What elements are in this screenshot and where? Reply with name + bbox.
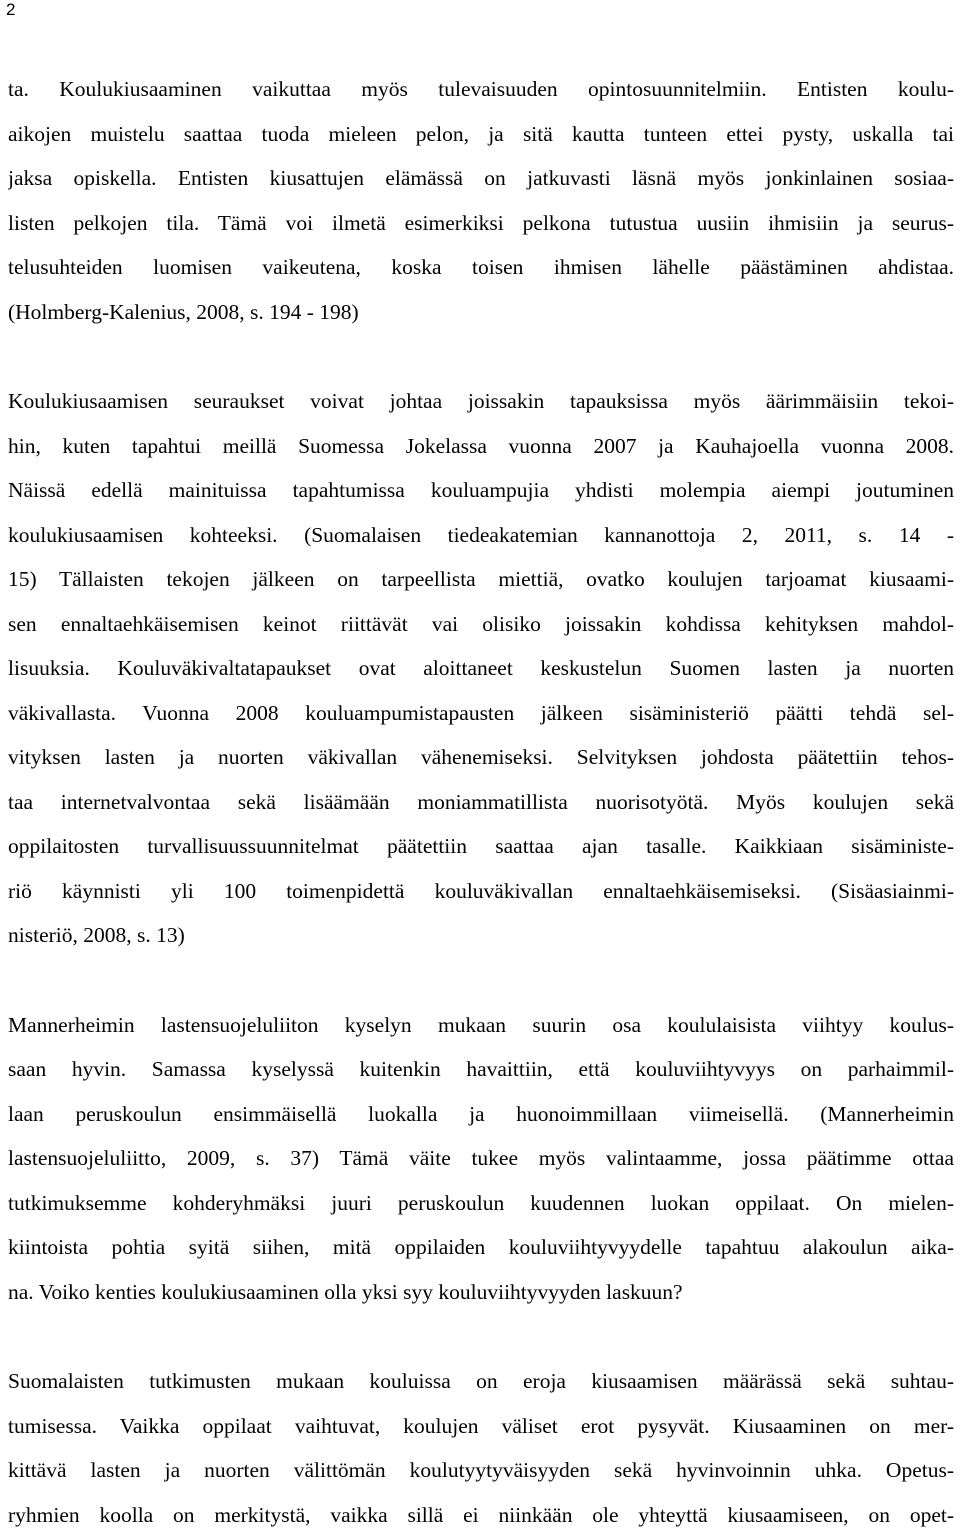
text-line: sen ennaltaehkäisemisen keinot riittävät vai olisiko joissakin kohdissa kehityksen mahdol- [8,611,954,636]
text-line: saan hyvin. Samassa kyselyssä kuitenkin havaittiin, että kouluviihtyvyys on parhaimmil- [8,1057,954,1081]
text-line: hin, kuten tapahtui meillä Suomessa Jokelassa vuonna 2007 ja Kauhajoella vuonna 2008. [8,433,954,458]
text-line: na. Voiko kenties koulukiusaaminen olla yksi syy kouluviihtyvyyden laskuun? [8,1279,683,1304]
paragraph-4 [8,1359,954,1537]
text-line: tutkimuksemme kohderyhmäksi juuri peruskoulun kuudennen luokan oppilaat. On mielen- [8,1190,954,1215]
paragraph-1 [8,67,954,334]
text-line: (Holmberg-Kalenius, 2008, s. 194 - 198) [8,299,359,324]
text-line: tumisessa. Vaikka oppilaat vaihtuvat, koulujen väliset erot pysyvät. Kiusaaminen on mer- [8,1413,954,1438]
paragraph-2 [8,379,954,958]
text-line: riö käynnisti yli 100 toimenpidettä kouluväkivallan ennaltaehkäisemiseksi. (Sisäasiainmi- [8,878,954,903]
text-line: oppilaitosten turvallisuussuunnitelmat päätettiin saattaa ajan tasalle. Kaikkiaan sisäministe- [8,834,954,858]
paragraph-3 [8,1003,954,1315]
text-line: Koulukiusaamisen seuraukset voivat johtaa joissakin tapauksissa myös äärimmäisiin tekoi- [8,389,954,413]
text-line: laan peruskoulun ensimmäisellä luokalla ja huonoimmillaan viimeisellä. (Mannerheimin [8,1101,954,1126]
text-line: 15) Tällaisten tekojen jälkeen on tarpeellista miettiä, ovatko koulujen tarjoamat kiusaami- [8,567,954,591]
text-line: aikojen muistelu saattaa tuoda mieleen pelon, ja sitä kautta tunteen ettei pysty, uskalla tai [8,121,954,146]
text-line: koulukiusaamisen kohteeksi. (Suomalaisen tiedeakatemian kannanottoja 2, 2011, s. 14 - [8,522,954,547]
text-line: kittävä lasten ja nuorten välittömän koulutyytyväisyyden sekä hyvinvoinnin uhka. Opetus- [8,1458,954,1482]
paragraph-gap [8,334,954,379]
text-line: nisteriö, 2008, s. 13) [8,923,185,947]
page-number: 2 [6,0,16,19]
text-line: taa internetvalvontaa sekä lisäämään moniammatillista nuorisotyötä. Myös koulujen sekä [8,789,954,814]
paragraph-gap [8,958,954,1003]
document-body [8,67,954,1537]
text-line: väkivallasta. Vuonna 2008 kouluampumistapausten jälkeen sisäministeriö päätti tehdä sel- [8,700,954,725]
text-line: lastensuojeluliitto, 2009, s. 37) Tämä väite tukee myös valintaamme, jossa päätimme ottaa [8,1146,954,1170]
text-line: Näissä edellä mainituissa tapahtumissa kouluampujia yhdisti molempia aiempi joutuminen [8,478,954,502]
text-line: ryhmien koolla on merkitystä, vaikka sillä ei niinkään ole yhteyttä kiusaamiseen, on opet- [8,1502,954,1527]
text-line: listen pelkojen tila. Tämä voi ilmetä esimerkiksi pelkona tutustua uusiin ihmisiin ja seurus- [8,210,954,235]
text-line: jaksa opiskella. Entisten kiusattujen elämässä on jatkuvasti läsnä myös jonkinlainen sosiaa- [8,166,954,190]
text-line: vityksen lasten ja nuorten väkivallan vähenemiseksi. Selvityksen johdosta päätettiin tehos- [8,745,954,769]
text-line: Suomalaisten tutkimusten mukaan kouluissa on eroja kiusaamisen määrässä sekä suhtau- [8,1369,954,1393]
text-line: lisuuksia. Kouluväkivaltatapaukset ovat aloittaneet keskustelun Suomen lasten ja nuorten [8,656,954,680]
text-line: ta. Koulukiusaaminen vaikuttaa myös tulevaisuuden opintosuunnitelmiin. Entisten koulu- [8,77,954,101]
text-line: Mannerheimin lastensuojeluliiton kyselyn mukaan suurin osa koululaisista viihtyy koulus- [8,1012,954,1037]
paragraph-gap [8,1314,954,1359]
text-line: telusuhteiden luomisen vaikeutena, koska toisen ihmisen lähelle päästäminen ahdistaa. [8,255,954,279]
text-line: kiintoista pohtia syitä siihen, mitä oppilaiden kouluviihtyvyydelle tapahtuu alakoulun aika- [8,1235,954,1259]
